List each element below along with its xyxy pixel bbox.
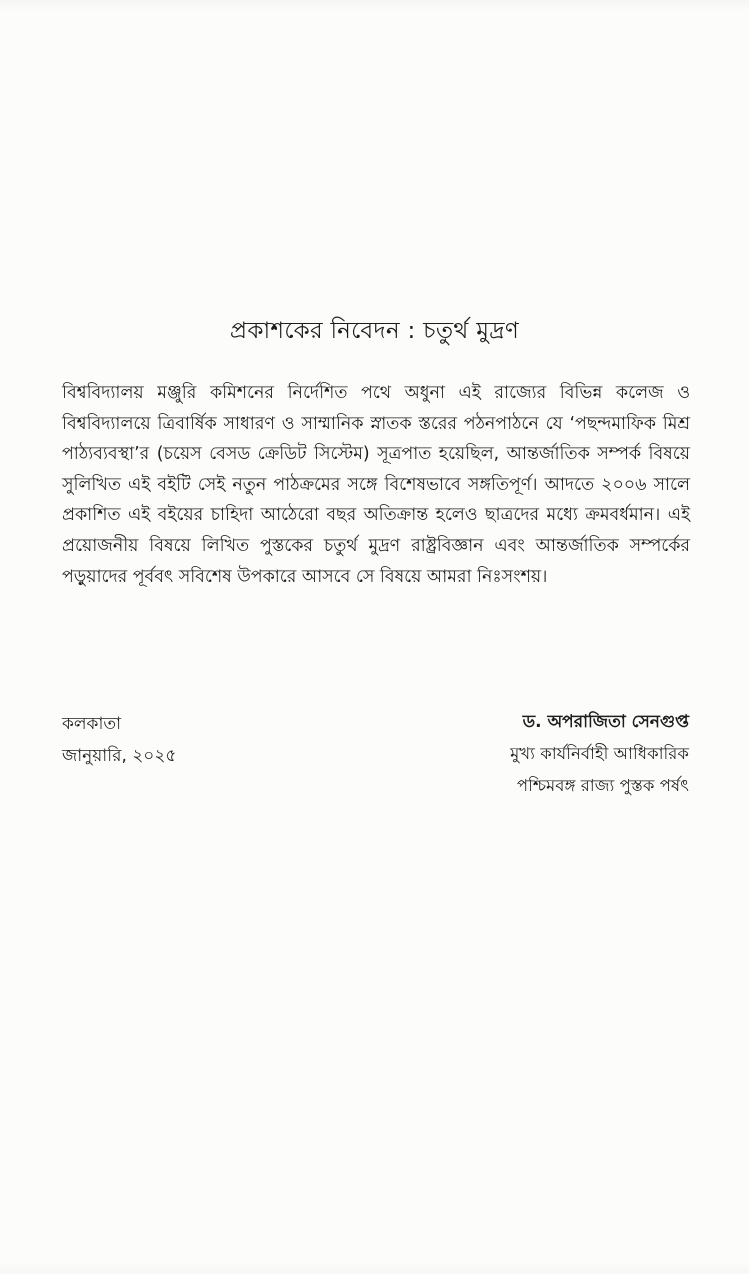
place-city: কলকাতা [62,714,122,734]
signatory-designation: মুখ্য কার্যনির্বাহী আধিকারিক [510,744,689,763]
signature-block [510,706,689,802]
publication-date: জানুয়ারি, ২০২৫ [62,746,177,766]
signatory-name: ড. অপরাজিতা সেনগুপ্ত [522,712,689,732]
page-title: প্রকাশকের নিবেদন : চতুর্থ মুদ্রণ [229,318,520,344]
publisher-note-paragraph: বিশ্ববিদ্যালয় মঞ্জুরি কমিশনের নির্দেশিত পথে অধুনা এই রাজ্যের বিভিন্ন কলেজ ও বিশ্ববিদ্যালয়ে ত্রিবার্ষিক সাধারণ ও সাম্মানিক স্নাতক স্তরের পঠনপাঠনে যে ‘পছন্দমাফিক মিশ্র পাঠ্যব্যবস্থা’র (চয়েস বেসড ক্রেডিট সিস্টেম) সূত্রপাত হয়েছিল, আন্তর্জাতিক সম্পর্ক বিষয়ে সুলিখিত এই বইটি সেই নতুন পাঠক্রমের সঙ্গে বিশেষভাবে সঙ্গতিপূর্ণ। আদতে ২০০৬ সালে প্রকাশিত এই বইয়ের চাহিদা আঠেরো বছর অতিক্রান্ত হলেও ছাত্রদের মধ্যে ক্রমবর্ধমান। এই প্রয়োজনীয় বিষয়ে লিখিত পুস্তকের চতুর্থ মুদ্রণ রাষ্ট্রবিজ্ঞান এবং আন্তর্জাতিক সম্পর্কের পড়ুয়াদের পূর্ববৎ সবিশেষ উপকারে আসবে সে বিষয়ে আমরা নিঃসংশয়। [62,383,690,587]
place-date-block [62,708,176,772]
signatory-organization: পশ্চিমবঙ্গ রাজ্য পুস্তক পর্ষৎ [516,776,689,795]
